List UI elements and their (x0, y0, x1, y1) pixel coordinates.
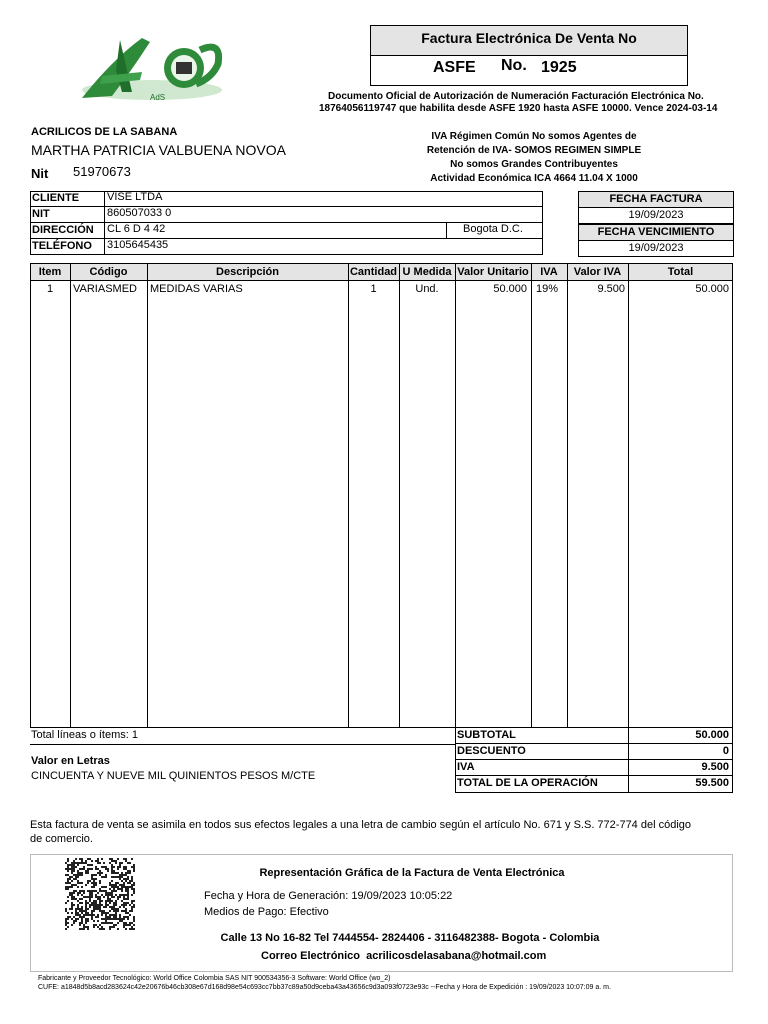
col-divider (455, 263, 456, 728)
subtotal-label: SUBTOTAL (457, 729, 516, 741)
header-cantidad: Cantidad (349, 266, 398, 278)
header-item: Item (38, 266, 62, 278)
tax-line-4: Actividad Económica ICA 4664 11.04 X 1000 (430, 173, 638, 184)
qr-code (65, 858, 135, 930)
logo-graphic (72, 30, 228, 106)
client-divider (104, 191, 105, 255)
tax-line-2: Retención de IVA- SOMOS REGIMEN SIMPLE (426, 145, 642, 156)
issuer-nit: 51970673 (73, 164, 131, 179)
iva-value: 9.500 (701, 761, 729, 773)
invoice-title-box (370, 25, 688, 56)
fecha-vencimiento-value: 19/09/2023 (578, 240, 734, 257)
header-iva: IVA (540, 266, 558, 278)
fecha-factura-value: 19/09/2023 (578, 207, 734, 224)
issuer-nit-label: Nit (31, 166, 49, 181)
cell-cantidad: 1 (370, 283, 377, 295)
fecha-factura-label: FECHA FACTURA (578, 191, 734, 208)
telefono-label: TELÉFONO (32, 240, 92, 252)
iva-label: IVA (457, 761, 475, 773)
descuento-value: 0 (722, 745, 729, 757)
generation-label: Fecha y Hora de Generación: (204, 890, 349, 902)
total-operacion-label: TOTAL DE LA OPERACIÓN (457, 777, 598, 789)
cell-total: 50.000 (695, 283, 729, 295)
payment-info (204, 906, 329, 918)
legal-line-1: Esta factura de venta se asimila en todos sus efectos legales a una letra de cambio según el artículo No. 671 y S.S. 772-774 del código (30, 819, 692, 831)
col-divider (70, 263, 71, 728)
header-valor-unitario: Valor Unitario (457, 266, 529, 278)
fecha-vencimiento-label: FECHA VENCIMIENTO (578, 224, 734, 241)
cliente-label: CLIENTE (32, 192, 80, 204)
email-value: acrilicosdelasabana@hotmail.com (366, 950, 547, 962)
logo-text: AdS (150, 93, 166, 102)
totals-rule (455, 759, 733, 760)
cliente-value: VISE LTDA (107, 191, 163, 203)
header-umedida: U Medida (402, 266, 452, 278)
direccion-label: DIRECCIÓN (32, 224, 94, 236)
footer-line-1: Fabricante y Proveedor Tecnológico: World Office Colombia SAS NIT 900534356-3 Software: World Office (wo_2) (38, 975, 391, 982)
header-descripcion: Descripción (216, 266, 279, 278)
cell-item: 1 (46, 283, 54, 295)
email-info (261, 950, 546, 962)
legal-text (30, 818, 691, 846)
legal-line-2: de comercio. (30, 833, 93, 845)
valor-letras: CINCUENTA Y NUEVE MIL QUINIENTOS PESOS M/CTE (31, 770, 316, 782)
total-operacion-value: 59.500 (695, 777, 729, 789)
ciudad-value: Bogota D.C. (463, 223, 523, 235)
header-valor-iva: Valor IVA (573, 266, 622, 278)
cell-iva: 19% (536, 283, 559, 295)
valor-letras-label: Valor en Letras (31, 755, 110, 767)
col-divider (399, 263, 400, 728)
totals-rule (455, 775, 733, 776)
cell-umedida: Und. (415, 283, 439, 295)
tax-line-3: No somos Grandes Contribuyentes (450, 159, 618, 170)
totals-rule (455, 743, 733, 744)
company-logo (72, 30, 228, 106)
header-codigo: Código (89, 266, 128, 278)
representation-title: Representación Gráfica de la Factura de Venta Electrónica (259, 867, 565, 879)
subtotal-value: 50.000 (695, 729, 729, 741)
company-address: Calle 13 No 16-82 Tel 7444554- 2824406 - 3116482388- Bogota - Colombia (220, 932, 600, 944)
cell-valor-unitario: 50.000 (493, 283, 527, 295)
col-divider (348, 263, 349, 728)
tax-info (400, 130, 668, 186)
payment-value: Efectivo (289, 906, 329, 918)
direccion-value: CL 6 D 4 42 (107, 223, 166, 235)
footer-line-2: CUFE: a1848d5b8acd283624c42e20676b46cb308e67d168d98e54c693cc7bb37c89a50d9ceba43a43656c9d3a093f0723e93c --Fecha y Hora de Expedición : 19/09/2023 10:07:09 a. m. (38, 984, 611, 991)
col-divider (628, 263, 629, 728)
total-lineas: Total líneas o ítems: 1 (31, 729, 138, 741)
total-lineas-line (30, 744, 456, 745)
col-divider (147, 263, 148, 728)
telefono-value: 3105645435 (107, 239, 169, 251)
invoice-number: 1925 (541, 59, 577, 76)
cell-descripcion: MEDIDAS VARIAS (150, 283, 243, 295)
tax-line-1: IVA Régimen Común No somos Agentes de (431, 131, 637, 142)
invoice-prefix: ASFE (433, 59, 476, 76)
qr-code-icon (65, 858, 135, 930)
payment-label: Medios de Pago: (204, 906, 287, 918)
col-divider (531, 263, 532, 728)
generation-info (204, 890, 452, 902)
authorization-line-2: 18764056119747 que habilita desde ASFE 1920 hasta ASFE 10000. Vence 2024-03-14 (319, 103, 718, 114)
nit-value: 860507033 0 (107, 207, 172, 219)
invoice-no-label: No. (501, 57, 527, 74)
authorization-line-1: Documento Oficial de Autorización de Numeración Facturación Electrónica No. (328, 91, 704, 102)
header-total: Total (667, 266, 694, 278)
nit-label: NIT (32, 208, 50, 220)
city-divider (446, 222, 447, 239)
cell-codigo: VARIASMED (73, 283, 137, 295)
owner-name: MARTHA PATRICIA VALBUENA NOVOA (31, 142, 286, 158)
invoice-number-box (370, 55, 688, 86)
cell-valor-iva: 9.500 (597, 283, 625, 295)
descuento-label: DESCUENTO (457, 745, 526, 757)
company-name: ACRILICOS DE LA SABANA (31, 126, 178, 138)
generation-value: 19/09/2023 10:05:22 (351, 890, 453, 902)
invoice-title: Factura Electrónica De Venta No (421, 30, 637, 46)
col-divider (567, 263, 568, 728)
email-label: Correo Electrónico (261, 950, 361, 962)
